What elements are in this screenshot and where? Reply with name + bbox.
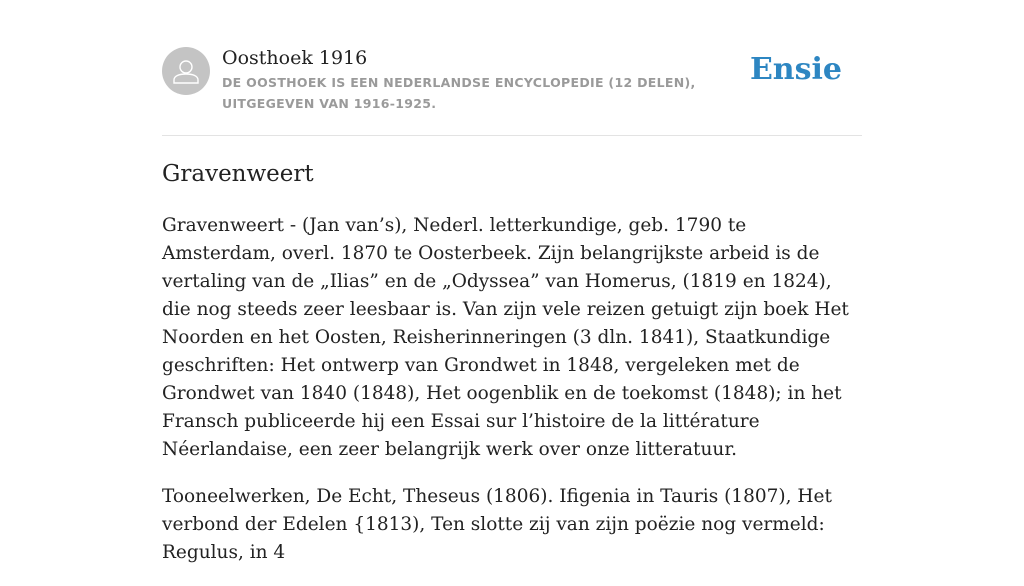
article-paragraph: Gravenweert - (Jan van’s), Nederl. letterkundige, geb. 1790 te Amsterdam, overl. 1870 te Oosterbeek. Zijn belangrijkste arbeid is de vertaling van de „Ilias” en de „Odyssea” van Homerus, (1819 en 1824), die nog steeds zeer leesbaar is. Van zijn vele reizen getuigt zijn boek Het Noorden en het Oosten, Reisherinneringen (3 dln. 1841), Staatkundige geschriften: Het ontwerp van Grondwet in 1848, vergeleken met de Grondwet van 1840 (1848), Het oogenblik en de toekomst (1848); in het Fransch publiceerde hij een Essai sur l’histoire de la littérature Néerlandaise, een zeer belangrijk werk over onze litteratuur. — [162, 215, 849, 460]
content-container — [162, 0, 862, 563]
brand-logo[interactable]: Ensie — [749, 52, 842, 87]
source-header — [162, 0, 862, 136]
source-name[interactable]: Oosthoek 1916 — [222, 47, 368, 69]
article-paragraph: Tooneelwerken, De Echt, Theseus (1806). Ifigenia in Tauris (1807), Het verbond der Edelen {1813), Ten slotte zij van zijn poëzie nog vermeld: Regulus, in 4 — [162, 486, 832, 563]
user-avatar-icon[interactable] — [162, 47, 210, 95]
article-title: Gravenweert — [162, 161, 314, 187]
source-description: DE OOSTHOEK IS EEN NEDERLANDSE ENCYCLOPEDIE (12 DELEN), UITGEGEVEN VAN 1916-1925. — [222, 75, 696, 111]
article-body — [162, 212, 862, 586]
